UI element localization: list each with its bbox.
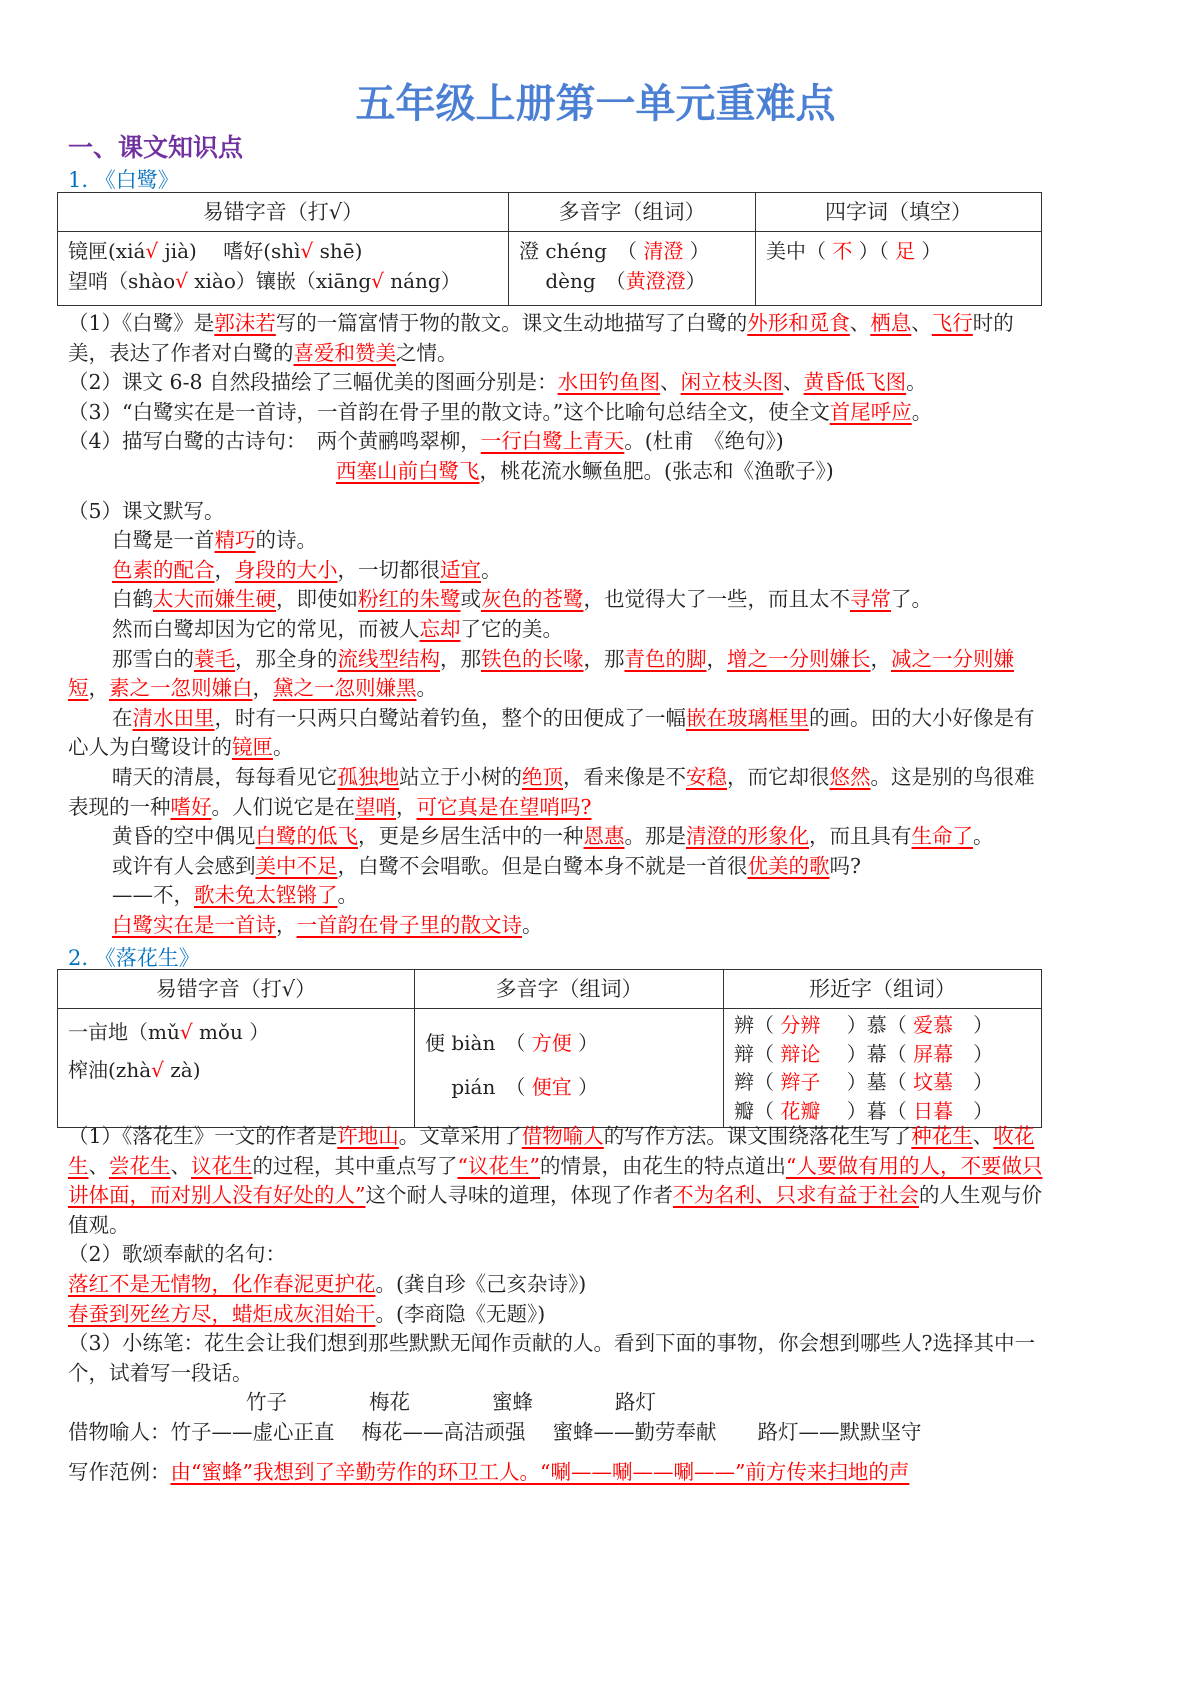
text-segment: （4）描写白鹭的古诗句： 两个黄鹂鸣翠柳， [68, 429, 481, 454]
text-segment: 写的一篇富情于物的散文。课文生动地描写了白鹭的 [275, 311, 748, 335]
paragraph [68, 556, 1043, 586]
answer-text: 灰色的苍鹭 [481, 587, 584, 612]
text-segment: 。这是别的鸟很难表现的一种 [68, 764, 1035, 819]
table-header: 易错字音（打√） [58, 970, 415, 1009]
text-segment: ，白鹭不会唱歌。但是白鹭本身不就是一首很 [337, 853, 748, 878]
answer-text: 由“蜜蜂”我想到了辛勤劳作的环卫工人。“唰——唰——唰——”前方传来扫地的声 [170, 1459, 910, 1484]
text-segment: 竹子 梅花 蜜蜂 路灯 [246, 1390, 656, 1415]
answer-text: 望哨 [355, 794, 396, 819]
text-segment: 。 [481, 557, 502, 582]
paragraph [68, 852, 1043, 882]
answer-text: 不为名利、只求有益于社会 [672, 1183, 919, 1208]
answer-text: 优美的歌 [747, 853, 830, 878]
answer-text: 忘却 [419, 616, 461, 641]
text-segment: 借物喻人：竹子——虚心正直 梅花——高洁顽强 蜜蜂——勤劳奉献 路灯——默默坚守 [68, 1419, 922, 1444]
text-segment: 辩论 [780, 1041, 821, 1066]
text-segment: 屏幕 [913, 1041, 954, 1066]
text-segment: ——不， [112, 883, 194, 908]
text-segment: 那雪白的 [112, 646, 194, 671]
answer-text: 收花生 [68, 1124, 1035, 1178]
polyphone-cell [415, 1009, 724, 1128]
answer-text: 闲立枝头图 [680, 370, 784, 395]
paragraph [68, 497, 1043, 527]
text-segment: ，那 [583, 646, 625, 671]
cell-line [734, 1097, 1031, 1126]
answer-text: 减之一分则嫌短 [68, 646, 1014, 701]
check-mark: √ [179, 1020, 193, 1044]
table-header: 易错字音（打√） [58, 193, 509, 232]
text-segment: ， [706, 646, 727, 671]
answer-text: 悠然 [829, 764, 871, 789]
paragraph [68, 822, 1043, 852]
text-segment: 望哨（shào [68, 269, 176, 293]
bailu-notes [68, 309, 1043, 940]
answer-text: 水田钓鱼图 [557, 370, 661, 395]
text-segment: （2）课文 6-8 自然段描绘了三幅优美的图画分别是： [68, 370, 558, 395]
check-mark: √ [371, 269, 384, 293]
text-segment: ，一切都很 [337, 557, 440, 582]
paragraph [68, 487, 1043, 497]
text-segment: ）（ [852, 239, 896, 263]
paragraph [68, 704, 1043, 763]
text-segment: 便 biàn （ [425, 1031, 532, 1055]
answer-text: 嵌在玻璃框里 [686, 705, 809, 730]
check-mark: √ [151, 1058, 164, 1082]
paragraph [68, 368, 1043, 398]
text-segment: 一亩地（mǔ [68, 1020, 180, 1044]
answer-text: 美中不足 [255, 853, 338, 878]
cell-line [734, 1011, 1031, 1040]
similar-characters-cell [724, 1009, 1042, 1128]
cell-line [766, 236, 1031, 266]
text-segment: ，那 [440, 646, 481, 671]
text-segment: jià) 嗜好(shì [158, 239, 301, 263]
text-segment: ，时有一只两只白鹭站着钓鱼，整个的田便成了一幅 [214, 705, 686, 730]
text-segment: 清澄 [643, 239, 684, 263]
table-header: 四字词（填空） [756, 193, 1042, 232]
text-segment: ） [683, 239, 710, 263]
text-segment: ，那全身的 [235, 646, 338, 671]
text-segment: ） [953, 1098, 994, 1123]
table-header: 形近字（组词） [724, 970, 1042, 1009]
lesson-heading-luohuasheng: 2. 《落花生》 [68, 946, 200, 970]
text-segment: ） [953, 1041, 994, 1066]
text-segment: 。(杜甫 《绝句》) [624, 429, 784, 454]
answer-text: 白鹭的低飞 [255, 824, 358, 849]
paragraph [68, 1240, 1043, 1270]
text-segment: ， [88, 676, 109, 701]
cell-line [734, 1068, 1031, 1097]
answer-text: 西塞山前白鹭飞 [336, 458, 480, 483]
answer-text: 铁色的长喙 [481, 646, 584, 671]
text-segment: 黄澄澄 [625, 269, 686, 293]
text-segment: 辫（ [734, 1070, 781, 1094]
answer-text: 白鹭实在是一首诗 [112, 912, 276, 937]
text-segment: 的诗。 [255, 528, 317, 553]
text-segment: 方便 [531, 1031, 572, 1055]
text-segment: 镜匣(xiá [68, 239, 146, 263]
text-segment: ， [870, 646, 891, 671]
text-segment: ，桃花流水鳜鱼肥。(张志和《渔歌子》) [479, 458, 834, 483]
text-segment: 。 [273, 735, 294, 760]
bailu-table [57, 192, 1042, 306]
text-segment: 了它的美。 [460, 616, 563, 641]
text-segment: 花瓣 [780, 1098, 821, 1123]
section-heading: 一、课文知识点 [68, 133, 244, 162]
text-segment: 、 [170, 1153, 191, 1178]
paragraph [68, 427, 1043, 457]
text-segment: （1）《白鹭》是 [68, 311, 215, 335]
answer-text: 镜匣 [232, 735, 273, 760]
text-segment: 。 [973, 824, 994, 849]
cell-line [519, 266, 745, 296]
text-segment: 。人们说它是在 [211, 794, 355, 819]
page-title: 五年级上册第一单元重难点 [355, 81, 836, 127]
text-segment: 的人生观与价值观。 [68, 1183, 1042, 1237]
text-segment: （5）课文默写。 [68, 498, 225, 523]
answer-text: 郭沫若 [214, 311, 276, 335]
paragraph [68, 398, 1043, 428]
text-segment: ，也觉得大了一些，而且太不 [583, 587, 850, 612]
answer-text: 议花生 [191, 1153, 253, 1178]
text-segment: ， [214, 557, 235, 582]
answer-text: 增之一分则嫌长 [727, 646, 871, 671]
paragraph [68, 309, 1043, 368]
answer-text: 太大而嫌生硬 [153, 587, 276, 612]
answer-text: 精巧 [214, 528, 256, 553]
text-segment: 日暮 [913, 1098, 954, 1123]
paragraph [68, 1270, 1043, 1300]
text-segment: ）幕（ [820, 1041, 914, 1066]
text-segment: （3）“白鹭实在是一首诗，一首韵在骨子里的散文诗。”这个比喻句总结全文，使全文 [68, 399, 830, 424]
answer-text: 绝顶 [522, 764, 563, 789]
text-segment: ） [685, 269, 706, 293]
text-segment: zà) [163, 1058, 201, 1082]
answer-text: 一行白鹭上青天 [480, 429, 625, 454]
text-segment: 。(龚自珍《己亥杂诗》) [375, 1271, 587, 1296]
answer-text: 种花生 [911, 1124, 973, 1148]
answer-text: 落红不是无情物，化作春泥更护花 [68, 1271, 376, 1296]
answer-text: 首尾呼应 [829, 399, 912, 424]
text-segment: 了。 [891, 587, 932, 612]
answer-text: 青色的脚 [624, 646, 707, 671]
text-segment: 吗? [829, 853, 861, 878]
text-segment: 黄昏的空中偶见 [112, 824, 256, 849]
answer-text: 可它真是在望哨吗? [416, 794, 592, 819]
text-segment: 。那是 [624, 824, 686, 849]
paragraph [68, 585, 1043, 615]
text-segment: mǒu ） [192, 1020, 270, 1044]
cell-line [425, 1021, 713, 1065]
text-segment: pián （ [425, 1075, 532, 1099]
text-segment: ，即使如 [276, 587, 358, 612]
text-segment: 足 [895, 239, 916, 263]
text-segment: ，而且具有 [809, 824, 912, 849]
answer-text: 素之一忽则嫌白 [109, 676, 253, 701]
check-mark: √ [175, 269, 188, 293]
text-segment: 、 [972, 1124, 994, 1148]
text-segment: 。(李商隐《无题》) [375, 1301, 546, 1326]
cell-line [68, 1013, 404, 1051]
text-segment: 白鹭是一首 [112, 528, 215, 553]
text-segment: 晴天的清晨，每每看见它 [112, 764, 338, 789]
text-segment: （1）《落花生》一文的作者是 [68, 1124, 338, 1148]
text-segment: 瓣（ [734, 1098, 781, 1123]
paragraph [68, 911, 1043, 941]
cell-line [734, 1040, 1031, 1069]
text-segment: ） [571, 1075, 599, 1099]
lesson-heading-bailu: 1. 《白鹭》 [68, 168, 179, 192]
answer-text: 栖息 [870, 311, 912, 335]
answer-text: “议花生” [457, 1153, 540, 1178]
idiom-cell [756, 232, 1042, 306]
text-segment: ） [953, 1070, 994, 1094]
cell-line [68, 236, 498, 266]
text-segment: 站立于小树的 [399, 764, 522, 789]
paragraph [68, 763, 1043, 822]
answer-text: 外形和觅食 [747, 311, 850, 335]
paragraph [68, 1122, 1043, 1240]
text-segment: ， [396, 794, 417, 819]
text-segment: 、 [88, 1153, 109, 1178]
answer-text: 安稳 [686, 764, 727, 789]
table-header: 多音字（组词） [415, 970, 724, 1009]
text-segment: 、 [660, 370, 681, 395]
text-segment: 。 [522, 912, 543, 937]
answer-text: 孤独地 [337, 764, 399, 789]
text-segment: 、 [783, 370, 804, 395]
answer-text: 一首韵在骨子里的散文诗 [296, 912, 522, 937]
text-segment: 榨油(zhà [68, 1058, 152, 1082]
text-segment: 分辨 [780, 1013, 821, 1037]
text-segment: shē) [313, 239, 363, 263]
text-segment: náng） [383, 269, 461, 293]
answer-text: 借物喻人 [521, 1124, 604, 1148]
text-segment: ， [276, 912, 297, 937]
text-segment: 坟墓 [913, 1070, 954, 1094]
check-mark: √ [300, 239, 314, 263]
text-segment: 便宜 [531, 1075, 572, 1099]
text-segment: 的写作方法。课文围绕落花生写了 [603, 1124, 912, 1148]
polyphone-cell [509, 232, 756, 306]
answer-text: 清水田里 [132, 705, 215, 730]
answer-text: 适宜 [440, 557, 481, 582]
answer-text: 尝花生 [109, 1153, 171, 1178]
answer-text: 许地山 [337, 1124, 399, 1148]
text-segment: （2）歌颂奉献的名句： [68, 1242, 287, 1267]
text-segment: 的过程，其中重点写了 [252, 1153, 458, 1178]
text-segment: 。 [911, 399, 933, 424]
text-segment: 不 [832, 239, 853, 263]
answer-text: “人要做有用的人，不要做只讲体面，而对别人没有好处的人” [68, 1153, 1043, 1208]
text-segment: 在 [112, 705, 133, 730]
text-segment: 时的美，表达了作者对白鹭的 [68, 311, 1014, 365]
answer-text: 喜爱和赞美 [293, 340, 396, 365]
answer-text: 清澄的形象化 [686, 824, 809, 849]
paragraph [68, 1418, 1043, 1448]
text-segment: 的画。田的大小好像是有心人为白鹭设计的 [68, 705, 1035, 760]
check-mark: √ [145, 239, 159, 263]
text-segment: 、 [849, 311, 871, 335]
paragraph [68, 1329, 1043, 1388]
answer-text: 寻常 [850, 587, 891, 612]
text-segment: ）慕（ [820, 1013, 914, 1037]
text-segment: 。文章采用了 [398, 1124, 522, 1148]
text-segment: ）暮（ [820, 1098, 914, 1123]
paragraph [68, 1388, 1043, 1418]
answer-text: 生命了 [911, 824, 973, 849]
text-segment: 。 [337, 883, 358, 908]
answer-text: 黄昏低飞图 [803, 370, 907, 395]
paragraph [68, 1300, 1043, 1330]
text-segment: ）墓（ [820, 1070, 914, 1094]
answer-text: 恩惠 [583, 824, 625, 849]
text-segment: 或许有人会感到 [112, 853, 256, 878]
text-segment: 辨（ [734, 1013, 781, 1037]
text-segment: 之情。 [396, 340, 458, 365]
text-segment: xiào）镶嵌（xiāng [187, 269, 372, 293]
answer-text: 粉红的朱鹭 [358, 587, 461, 612]
text-segment: ，看来像是不 [563, 764, 686, 789]
answer-text: 蓑毛 [194, 646, 235, 671]
luohuasheng-notes [68, 1122, 1043, 1487]
text-segment: ） [571, 1031, 599, 1055]
paragraph [68, 526, 1043, 556]
answer-text: 春蚕到死丝方尽，蜡炬成灰泪始干 [68, 1301, 376, 1326]
luohuasheng-table [57, 969, 1042, 1128]
text-segment: ） [915, 239, 942, 263]
text-segment: ，而它却很 [727, 764, 830, 789]
answer-text: 流线型结构 [337, 646, 440, 671]
text-segment: 爱慕 [913, 1013, 954, 1037]
paragraph [68, 1458, 1043, 1488]
cell-line [519, 236, 745, 266]
pronunciation-cell [58, 232, 509, 306]
cell-line [68, 1051, 404, 1089]
paragraph [68, 457, 1043, 487]
answer-text: 身段的大小 [235, 557, 338, 582]
table-header: 多音字（组词） [509, 193, 756, 232]
text-segment: 这个耐人寻味的道理，体现了作者 [365, 1183, 673, 1208]
cell-line [68, 266, 498, 296]
text-segment: ） [953, 1013, 994, 1037]
text-segment: 或 [460, 587, 481, 612]
cell-line [425, 1065, 713, 1109]
text-segment: （3）小练笔：花生会让我们想到那些默默无闻作贡献的人。看到下面的事物，你会想到哪些人?选择其中一个，试着写一段话。 [68, 1331, 1036, 1385]
answer-text: 嗜好 [170, 794, 212, 819]
text-segment: ，更是乡居生活中的一种 [358, 824, 584, 849]
paragraph [68, 645, 1043, 704]
pronunciation-cell [58, 1009, 415, 1128]
text-segment: 辩（ [734, 1041, 781, 1066]
text-segment: 的情景，由花生的特点道出 [539, 1153, 786, 1178]
paragraph [68, 615, 1043, 645]
text-segment: 辫子 [780, 1070, 821, 1094]
text-segment: 白鹤 [112, 587, 153, 612]
answer-text: 歌未免太铿锵了 [194, 883, 338, 908]
text-segment: ， [252, 676, 273, 701]
text-segment: 写作范例： [68, 1459, 171, 1484]
text-segment: 。 [416, 676, 437, 701]
text-segment: 澄 chéng （ [519, 239, 644, 263]
answer-text: 飞行 [931, 311, 973, 335]
text-segment: 然而白鹭却因为它的常见，而被人 [112, 616, 420, 641]
text-segment: 、 [911, 311, 932, 335]
text-segment: 美中（ [766, 239, 833, 263]
text-segment: 。 [906, 370, 927, 395]
answer-text: 黛之一忽则嫌黑 [273, 676, 417, 701]
text-segment: dèng （ [519, 269, 626, 293]
answer-text: 色素的配合 [112, 557, 215, 582]
paragraph [68, 881, 1043, 911]
paragraph [68, 1448, 1043, 1458]
